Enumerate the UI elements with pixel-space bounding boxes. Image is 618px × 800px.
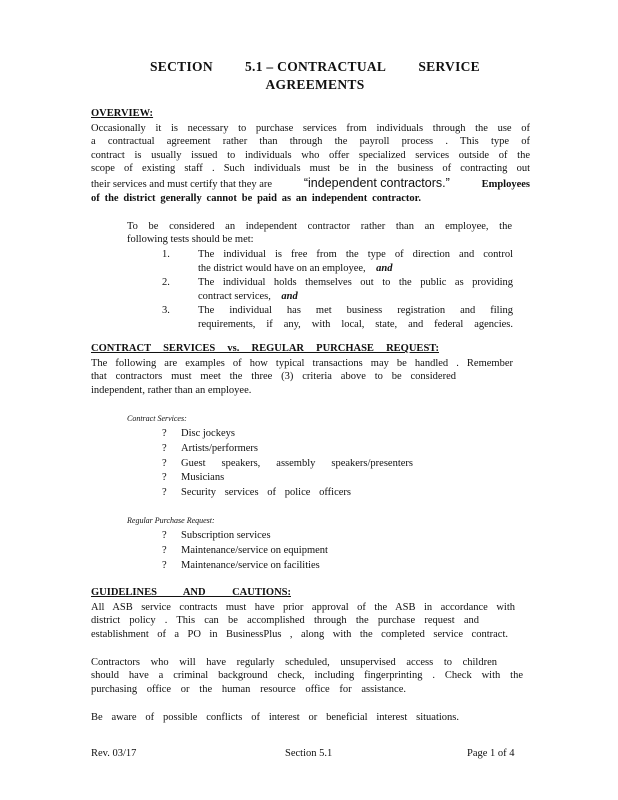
contract-vs-line: independent, rather than an employee. [91, 384, 252, 396]
criteria-item-line: The individual holds themselves out to the public as providing [198, 277, 513, 288]
criteria-item [162, 276, 513, 304]
contract-services-list [162, 427, 413, 501]
guidelines-paragraph-1 [91, 601, 515, 641]
guidelines-line: All ASB service contracts must have prior approval of the ASB in accordance with [91, 602, 515, 613]
guidelines-line: district policy . This can be accomplished through the purchase request and [91, 615, 479, 627]
contract-vs-line: The following are examples of how typical transactions may be handled . Remember [91, 358, 513, 369]
bullet-glyph: ? [162, 457, 167, 469]
list-item [162, 427, 413, 442]
contract-vs-paragraph [91, 357, 513, 397]
list-item-text: Maintenance/service on facilities [181, 559, 320, 571]
criteria-item-conjunction: and [281, 291, 298, 302]
regular-purchase-label: Regular Purchase Request: [127, 516, 215, 525]
contract-vs-line: that contractors must meet the three (3) criteria above to be considered [91, 371, 456, 383]
overview-paragraph [91, 122, 530, 205]
list-item [162, 529, 328, 544]
criteria-intro-line: To be considered an independent contractor rather than an employee, the [127, 221, 512, 232]
contract-vs-heading: CONTRACT SERVICES vs. REGULAR PURCHASE REQUEST: [91, 343, 439, 354]
criteria-item-conjunction: and [376, 263, 393, 274]
criteria-item-line: requirements, if any, with local, state, and federal agencies. [198, 319, 513, 330]
overview-line: scope of existing staff . Such individuals must be in the business of contracting out [91, 163, 530, 175]
list-item [162, 457, 413, 472]
criteria-item-number: 3. [162, 305, 170, 316]
title-part-1: SECTION [150, 59, 213, 74]
overview-line-5-start: their services and must certify that they are [91, 178, 273, 190]
criteria-list [162, 248, 513, 332]
criteria-item-number: 2. [162, 277, 170, 288]
contract-services-label: Contract Services: [127, 414, 187, 423]
independent-contractors-term: “independent contractors.” [303, 175, 450, 190]
list-item-text: Security services of police officers [181, 487, 351, 499]
footer-section: Section 5.1 [285, 748, 333, 759]
guidelines-line: Contractors who will have regularly scheduled, unsupervised access to children [91, 657, 497, 668]
regular-purchase-list [162, 529, 328, 573]
list-item [162, 442, 413, 457]
overview-heading: OVERVIEW: [91, 108, 154, 119]
title-line-2: AGREEMENTS [265, 77, 365, 92]
guidelines-paragraph-3: Be aware of possible conflicts of interest or beneficial interest situations. [91, 712, 459, 723]
list-item [162, 544, 328, 559]
page-title [150, 58, 480, 94]
guidelines-paragraph-2 [91, 656, 523, 696]
criteria-item-line [198, 262, 513, 276]
bullet-glyph: ? [162, 487, 167, 499]
criteria-intro-line: following tests should be met: [127, 234, 254, 246]
overview-line-5 [91, 176, 530, 192]
criteria-item-line: The individual has met business registration and filing [198, 305, 513, 316]
bullet-glyph: ? [162, 428, 167, 439]
criteria-item-number: 1. [162, 249, 170, 260]
title-part-2: 5.1 – CONTRACTUAL [244, 59, 387, 74]
guidelines-line: purchasing office or the human resource office for assistance. [91, 683, 406, 695]
overview-line-6: of the district generally cannot be paid as an independent contractor. [91, 192, 421, 204]
bullet-glyph: ? [162, 544, 167, 556]
list-item-text: Musicians [181, 472, 225, 484]
overview-line-5-end: Employees [481, 178, 530, 190]
guidelines-line: should have a criminal background check, including fingerprinting . Check with the [91, 670, 523, 682]
criteria-item [162, 248, 513, 276]
overview-line: Occasionally it is necessary to purchase services from individuals through the use of [91, 123, 530, 134]
criteria-item-line-text: contract services, [198, 291, 271, 302]
bullet-glyph: ? [162, 442, 167, 454]
list-item-text: Guest speakers, assembly speakers/presenters [181, 457, 413, 469]
title-line-1 [150, 58, 480, 76]
list-item [162, 559, 328, 574]
criteria-item-line: The individual is free from the type of direction and control [198, 249, 513, 260]
list-item-text: Disc jockeys [181, 428, 235, 439]
footer-revision: Rev. 03/17 [91, 748, 137, 759]
bullet-glyph: ? [162, 559, 167, 571]
list-item [162, 471, 413, 486]
title-part-3: SERVICE [418, 59, 480, 74]
list-item-text: Maintenance/service on equipment [181, 544, 328, 556]
overview-line: a contractual agreement rather than through the payroll process . This type of [91, 136, 530, 148]
bullet-glyph: ? [162, 472, 167, 484]
list-item-text: Artists/performers [181, 442, 258, 454]
overview-line: contract is usually issued to individuals who offer specialized services outside of the [91, 149, 530, 161]
criteria-item-line [198, 290, 513, 304]
list-item-text: Subscription services [181, 530, 271, 541]
criteria-item [162, 304, 513, 332]
list-item [162, 486, 413, 501]
bullet-glyph: ? [162, 530, 167, 541]
footer-page-number: Page 1 of 4 [467, 748, 515, 759]
guidelines-heading: GUIDELINES AND CAUTIONS: [91, 587, 291, 598]
criteria-intro [127, 220, 512, 247]
guidelines-line: establishment of a PO in BusinessPlus , along with the completed service contract. [91, 628, 508, 640]
criteria-item-line-text: the district would have on an employee, [198, 263, 366, 274]
